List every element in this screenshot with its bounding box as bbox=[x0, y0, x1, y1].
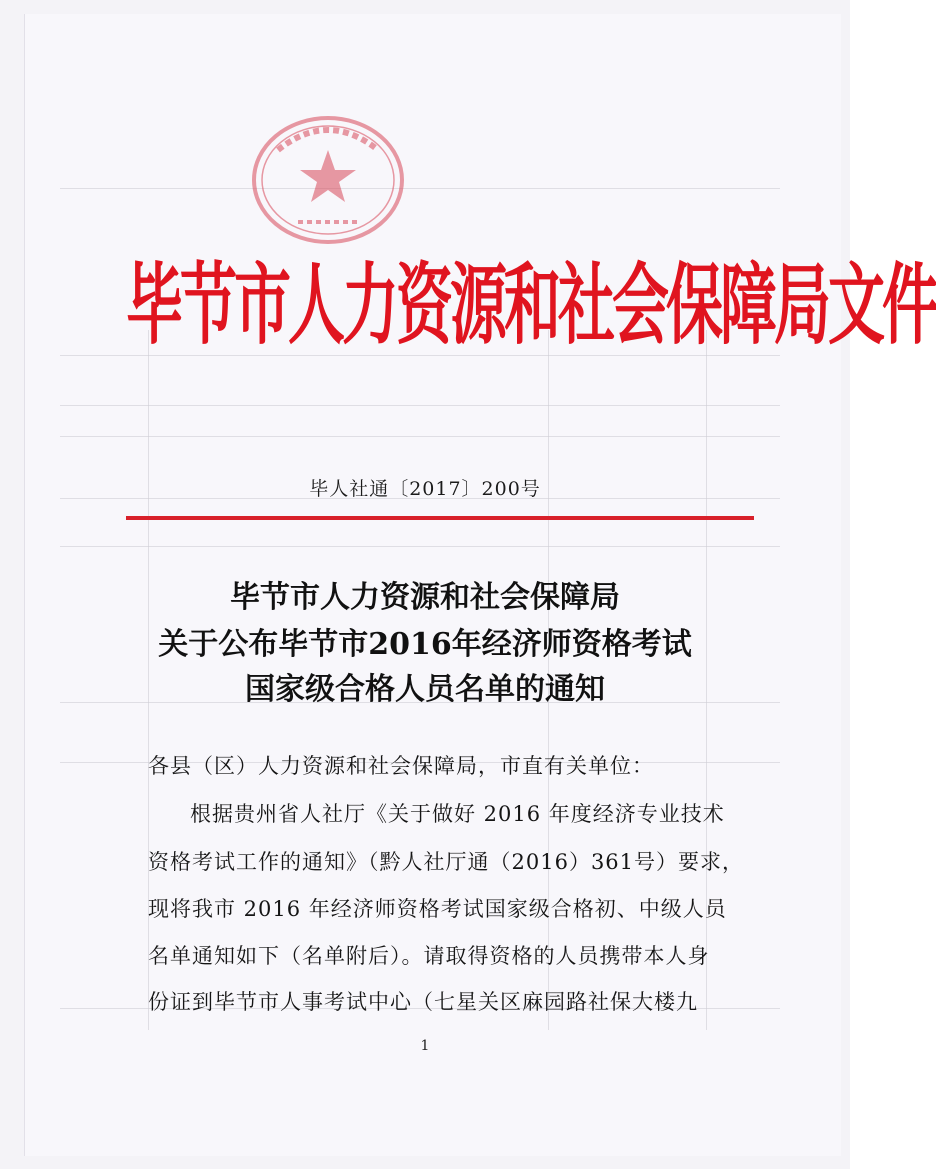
bleed-through-rule bbox=[60, 436, 780, 437]
notice-title-line-1: 毕节市人力资源和社会保障局 bbox=[230, 580, 620, 615]
body-line: 现将我市 2016 年经济师资格考试国家级合格初、中级人员 bbox=[148, 897, 727, 921]
page-number: 1 bbox=[420, 1038, 430, 1054]
red-divider-rule bbox=[126, 516, 754, 520]
masthead-title: 毕节市人力资源和社会保障局文件 bbox=[126, 253, 936, 358]
document-number: 毕人社通〔2017〕200号 bbox=[309, 478, 541, 500]
star-icon bbox=[300, 150, 356, 202]
bleed-through-rule bbox=[60, 546, 780, 547]
body-line: 资格考试工作的通知》（黔人社厅通（2016）361号）要求， bbox=[148, 850, 745, 874]
salutation: 各县（区）人力资源和社会保障局，市直有关单位： bbox=[148, 754, 654, 778]
bleed-through-rule bbox=[60, 405, 780, 406]
body-line: 份证到毕节市人事考试中心（七星关区麻园路社保大楼九 bbox=[148, 990, 698, 1014]
bleed-through-rule bbox=[60, 188, 780, 189]
body-line: 名单通知如下（名单附后）。请取得资格的人员携带本人身 bbox=[148, 944, 710, 968]
notice-title-line-2: 关于公布毕节市2016年经济师资格考试 bbox=[158, 627, 692, 662]
notice-title-line-3: 国家级合格人员名单的通知 bbox=[245, 672, 605, 707]
body-line: 根据贵州省人社厅《关于做好 2016 年度经济专业技术 bbox=[190, 802, 725, 826]
